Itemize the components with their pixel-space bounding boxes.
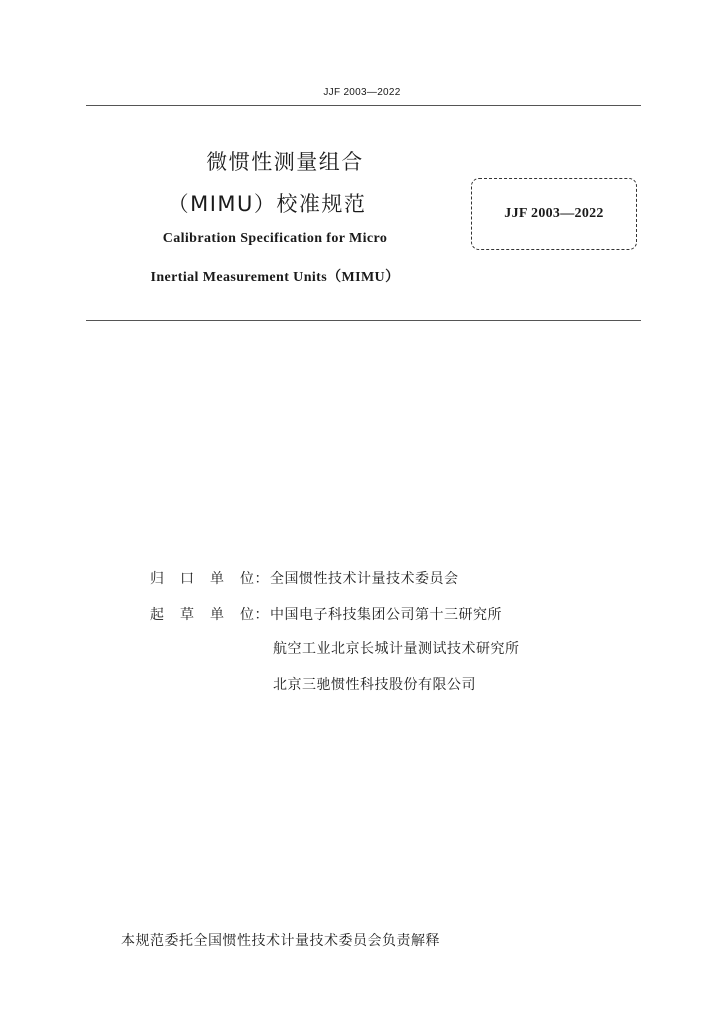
title-chinese-line-1: 微惯性测量组合 <box>206 150 364 174</box>
interpretation-note: 本规范委托全国惯性技术计量技术委员会负责解释 <box>121 933 440 949</box>
responsible-unit-value: 全国惯性技术计量技术委员会 <box>270 571 459 587</box>
title-english-line-1: Calibration Specification for Micro <box>162 231 388 246</box>
responsible-unit-label: 归 口 单 位： <box>150 571 269 587</box>
drafting-unit-label: 起 草 单 位： <box>150 607 269 623</box>
title-chinese-line-2: （MIMU）校准规范 <box>167 192 367 216</box>
drafting-unit-value-2: 航空工业北京长城计量测试技术研究所 <box>273 641 520 657</box>
document-code: JJF 2003—2022 <box>504 206 604 221</box>
drafting-unit-value-3: 北京三驰惯性科技股份有限公司 <box>273 677 476 693</box>
title-section-rule <box>86 320 641 321</box>
document-code-box <box>471 178 637 250</box>
header-rule <box>86 105 641 106</box>
header-document-code: JJF 2003—2022 <box>323 87 401 98</box>
drafting-unit-value-1: 中国电子科技集团公司第十三研究所 <box>270 607 502 623</box>
title-english-line-2: Inertial Measurement Units（MIMU） <box>150 270 400 285</box>
drafting-unit-row <box>150 604 502 624</box>
responsible-unit-row <box>150 568 459 588</box>
